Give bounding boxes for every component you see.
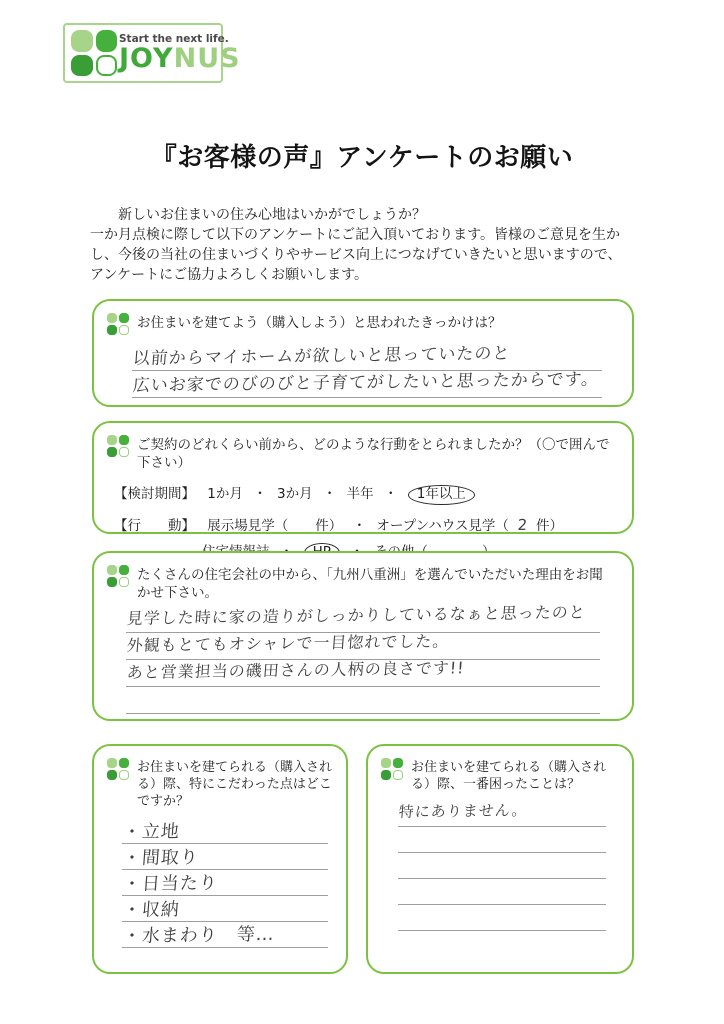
clover-petal: [107, 435, 117, 445]
answer-line: [122, 818, 328, 844]
separator-dot: ・: [322, 486, 337, 502]
answer-area: [122, 818, 328, 948]
clover-icon: [107, 313, 129, 335]
question-header: [94, 553, 632, 602]
period-row: [114, 482, 632, 505]
clover-petal: [96, 30, 118, 52]
period-option: 3か月: [276, 486, 313, 502]
question-text: お住まいを建てられる（購入される）際、特にこだわった点はどこですか？: [137, 760, 333, 809]
clover-petal: [119, 325, 129, 335]
answer-line: [398, 905, 606, 931]
answer-line: [126, 660, 600, 687]
company-logo: [63, 23, 241, 83]
question-text: お住まいを建てられる（購入される）際、一番困ったことは？: [411, 760, 607, 792]
intro-paragraph: [90, 205, 650, 285]
question-text: たくさんの住宅会社の中から、「九州八重洲」を選んでいただいた理由をお聞かせ下さい。: [137, 567, 603, 601]
clover-petal: [107, 313, 117, 323]
handwritten-answer: 特にありません。: [398, 801, 529, 821]
separator-dot: ・: [253, 486, 267, 502]
intro-line: し、今後の当社の住まいづくりやサービス向上につなげていきたいと思いますので、: [90, 247, 622, 263]
answer-line: [122, 922, 328, 948]
clover-icon: [107, 565, 129, 587]
logo-tagline: Start the next life.: [119, 32, 229, 45]
logo-clover-icon: [71, 30, 117, 76]
clover-petal: [119, 447, 129, 457]
period-option: 1か月: [207, 486, 243, 502]
handwritten-answer: ・立地: [122, 821, 181, 843]
answer-line: [122, 844, 328, 870]
separator-dot: ・: [352, 518, 367, 534]
page-title: 『お客様の声』アンケートのお願い: [150, 143, 574, 173]
handwritten-answer: 見学した時に家の造りがしっかりしているなぁと思ったのと: [126, 602, 587, 628]
clover-icon: [107, 435, 129, 457]
clover-petal: [119, 565, 129, 575]
period-label: 【検討期間】: [114, 486, 195, 502]
question-text: ご契約のどれくらい前から、どのような行動をとられましたか？（〇で囲んで下さい）: [137, 437, 610, 471]
question-header: [368, 746, 632, 793]
answer-area: [132, 344, 602, 398]
logo-brand: [119, 43, 241, 75]
action-label: 【行 動】: [114, 518, 195, 534]
clover-petal: [107, 770, 117, 780]
logo-brand-nus: NUS: [173, 43, 241, 75]
clover-petal: [107, 577, 117, 587]
answer-line: [398, 827, 606, 853]
handwritten-answer: ・収納: [122, 899, 181, 921]
answer-line: [122, 870, 328, 896]
handwritten-answer: あと営業担当の磯田さんの人柄の良さです!!: [126, 658, 466, 682]
clover-petal: [71, 55, 93, 77]
question-header: [94, 746, 346, 810]
question-header: [94, 423, 632, 472]
intro-line: アンケートにご協力よろしくお願いします。: [90, 267, 369, 283]
answer-line: [398, 801, 606, 827]
circled-period-option: 1年以上: [408, 485, 475, 505]
clover-icon: [381, 758, 403, 780]
question-header: [94, 301, 632, 335]
handwritten-answer: ・日当たり: [122, 872, 219, 895]
answer-line: [122, 896, 328, 922]
clover-petal: [119, 758, 129, 768]
handwritten-answer: ・間取り: [122, 846, 200, 869]
intro-line: 一か月点検に際して以下のアンケートにご記入頂いております。皆様のご意見を生か: [90, 227, 621, 243]
answer-line: [132, 371, 602, 398]
question-box-actions: [92, 421, 634, 534]
clover-petal: [107, 325, 117, 335]
handwritten-count: 2: [517, 515, 529, 534]
intro-line: 新しいお住まいの住み心地はいかがでしょうか？: [118, 207, 426, 223]
answer-area: [126, 602, 600, 714]
question-box-reason: [92, 551, 634, 721]
clover-petal: [119, 577, 129, 587]
action-row-1: [114, 514, 632, 534]
action-option: 件）: [535, 518, 563, 534]
answer-area: [398, 801, 606, 931]
logo-text: [119, 34, 241, 73]
clover-petal: [71, 30, 93, 52]
clover-petal: [96, 55, 118, 77]
question-box-trigger: [92, 299, 634, 407]
clover-icon: [107, 758, 129, 780]
separator-dot: ・: [383, 486, 398, 502]
clover-petal: [393, 758, 403, 768]
handwritten-answer: 広いお家でのびのびと子育てがしたいと思ったからです。: [132, 369, 600, 396]
question-box-priorities: [92, 744, 348, 974]
question-box-difficulties: [366, 744, 634, 974]
handwritten-answer: 外観もとてもオシャレで一目惚れでした。: [126, 631, 451, 655]
clover-petal: [381, 770, 391, 780]
answer-line: [398, 853, 606, 879]
clover-petal: [393, 770, 403, 780]
clover-petal: [119, 770, 129, 780]
clover-petal: [381, 758, 391, 768]
handwritten-answer: 以前からマイホームが欲しいと思っていたのと: [132, 343, 512, 369]
clover-petal: [107, 447, 117, 457]
clover-petal: [119, 313, 129, 323]
logo-brand-joy: JOY: [119, 43, 174, 75]
action-option: オープンハウス見学（: [376, 518, 509, 534]
clover-petal: [107, 565, 117, 575]
period-option: 半年: [346, 486, 374, 502]
answer-line: [398, 879, 606, 905]
action-option: 展示場見学（ 件）: [207, 518, 343, 534]
answer-line: [126, 687, 600, 714]
clover-petal: [119, 435, 129, 445]
clover-petal: [107, 758, 117, 768]
question-text: お住まいを建てよう（購入しよう）と思われたきっかけは？: [137, 315, 502, 331]
handwritten-answer: ・水まわり 等…: [122, 923, 276, 947]
